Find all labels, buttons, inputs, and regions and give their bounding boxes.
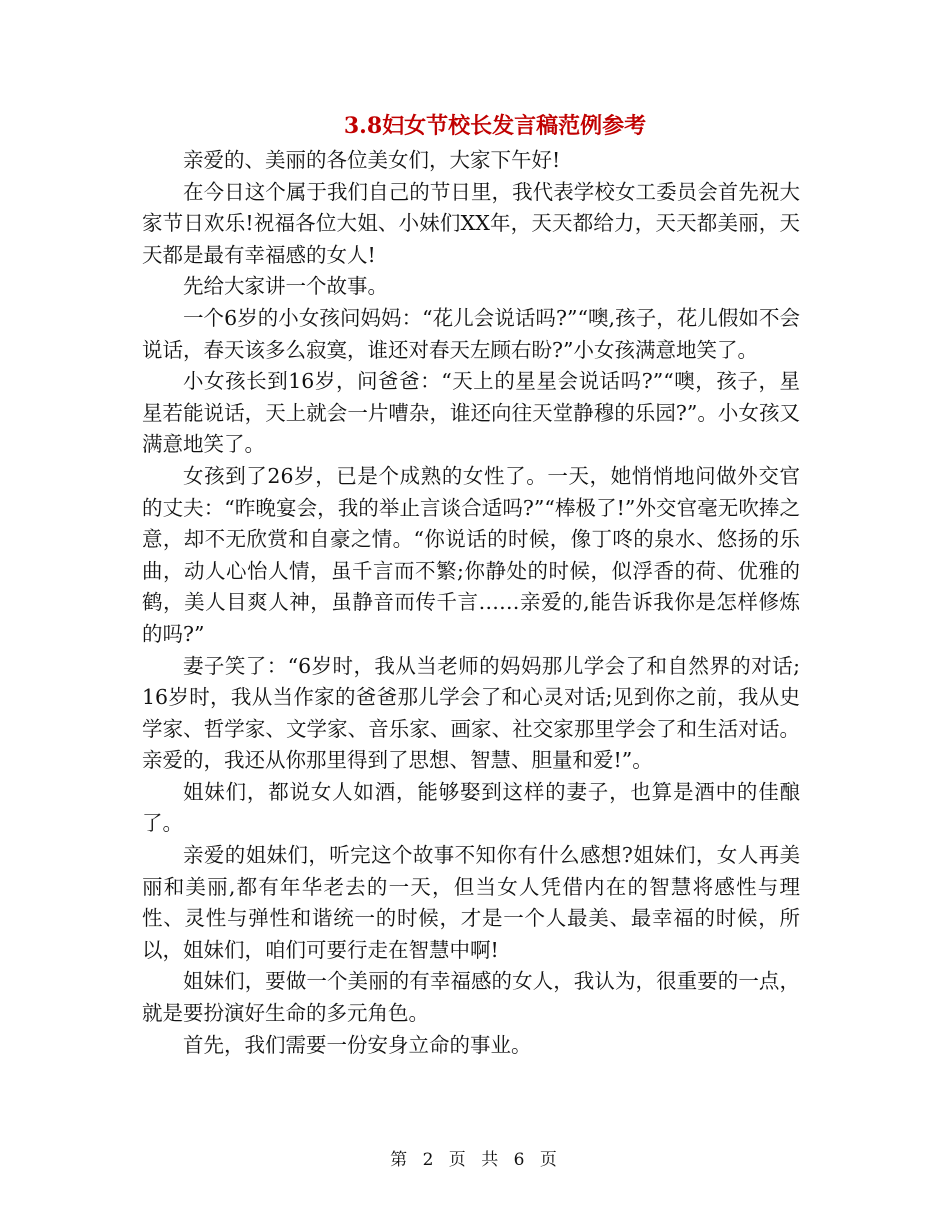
paragraph: 先给大家讲一个故事。 <box>183 274 388 299</box>
paragraph: 在今日这个属于我们自己的节日里，我代表学校女工委员会首先祝大家节日欢乐!祝福各位大姐、小妹们XX年，天天都给力，天天都美丽，天天都是最有幸福感的女人! <box>142 179 800 267</box>
paragraph: 亲爱的姐妹们，听完这个故事不知你有什么感想?姐妹们，女人再美丽和美丽,都有年华老去的一天，但当女人凭借内在的智慧将感性与理性、灵性与弹性和谐统一的时候，才是一个人最美、最幸福的时候，所以，姐妹们，咱们可要行走在智慧中啊! <box>142 843 800 962</box>
document-title: 3.8妇女节校长发言稿范例参考 <box>343 113 647 139</box>
paragraph: 一个6岁的小女孩问妈妈：“花儿会说话吗?”“噢,孩子，花儿假如不会说话，春天该多么寂寞，谁还对春天左顾右盼?”小女孩满意地笑了。 <box>142 305 800 362</box>
paragraph: 姐妹们，都说女人如酒，能够娶到这样的妻子，也算是酒中的佳酿了。 <box>142 779 800 836</box>
paragraph: 小女孩长到16岁，问爸爸：“天上的星星会说话吗?”“噢，孩子，星星若能说话，天上就会一片嘈杂，谁还向往天堂静穆的乐园?”。小女孩又满意地笑了。 <box>142 369 800 457</box>
paragraph: 姐妹们，要做一个美丽的有幸福感的女人，我认为，很重要的一点，就是要扮演好生命的多元角色。 <box>142 969 800 1026</box>
paragraph: 妻子笑了：“6岁时，我从当老师的妈妈那儿学会了和自然界的对话;16岁时，我从当作家的爸爸那儿学会了和心灵对话;见到你之前，我从史学家、哲学家、文学家、音乐家、画家、社交家那里学会了和生活对话。亲爱的，我还从你那里得到了思想、智慧、胆量和爱!”。 <box>142 653 800 773</box>
paragraph: 亲爱的、美丽的各位美女们，大家下午好! <box>183 148 561 172</box>
paragraph: 首先，我们需要一份安身立命的事业。 <box>183 1032 532 1057</box>
page-number-footer: 第 2 页 共 6 页 <box>390 1150 560 1170</box>
paragraph: 女孩到了26岁，已是个成熟的女性了。一天，她悄悄地问做外交官的丈夫：“昨晚宴会，我的举止言谈合适吗?”“棒极了!”外交官毫无吹捧之意，却不无欣赏和自豪之情。“你说话的时候，像丁咚的泉水、悠扬的乐曲，动人心怡人情，虽千言而不繁;你静处的时候，似浮香的荷、优雅的鹤，美人目爽人神，虽静音而传千言……亲爱的,能告诉我你是怎样修炼的吗?” <box>142 463 800 646</box>
document-body <box>142 145 800 1061</box>
